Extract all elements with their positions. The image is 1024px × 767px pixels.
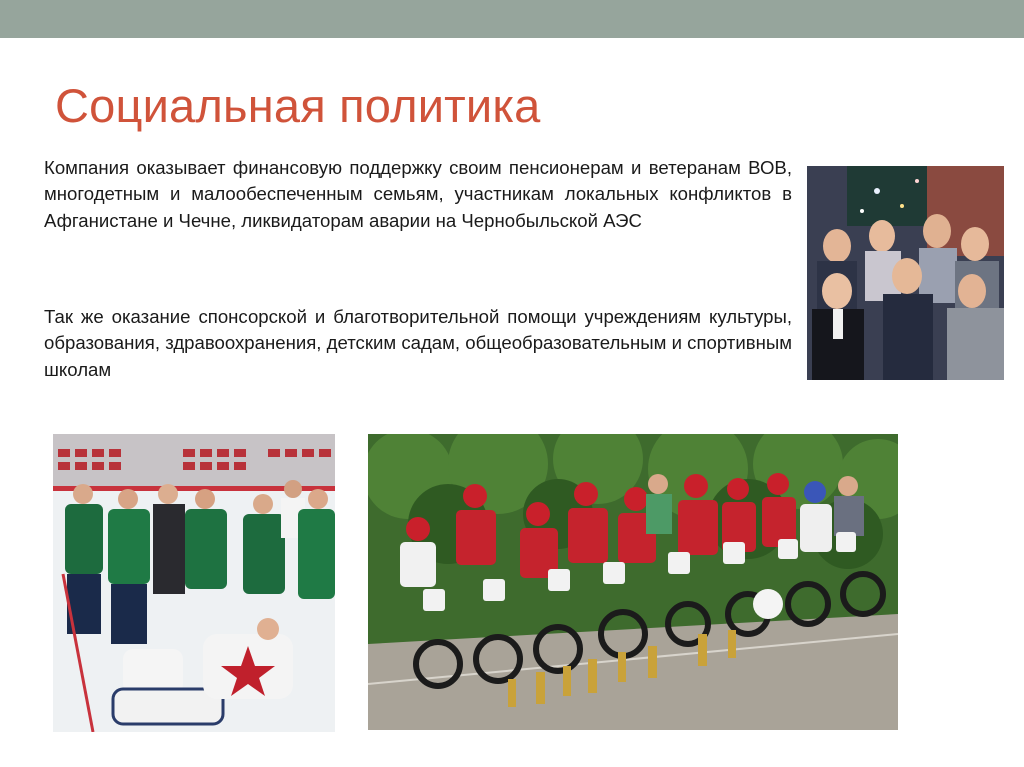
slide-title: Социальная политика [55, 79, 541, 132]
top-accent-bar [0, 0, 1024, 38]
paragraph-financial-support: Компания оказывает финансовую поддержку своим пенсионерам и ветеранам ВОВ, многодетным и малообеспеченным семьям, участникам локальных конфликтов в Афганистане и Чечне, ликвидаторам аварии на Чернобыльской АЭС [44, 157, 792, 231]
hockey-team-photo [53, 434, 335, 732]
motorcycle-team-photo [368, 434, 898, 730]
children-group-photo [807, 166, 1004, 380]
paragraph-sponsorship: Так же оказание спонсорской и благотворительной помощи учреждениям культуры, образования, здравоохранения, детским садам, общеобразовательным и спортивным школам [44, 306, 792, 380]
